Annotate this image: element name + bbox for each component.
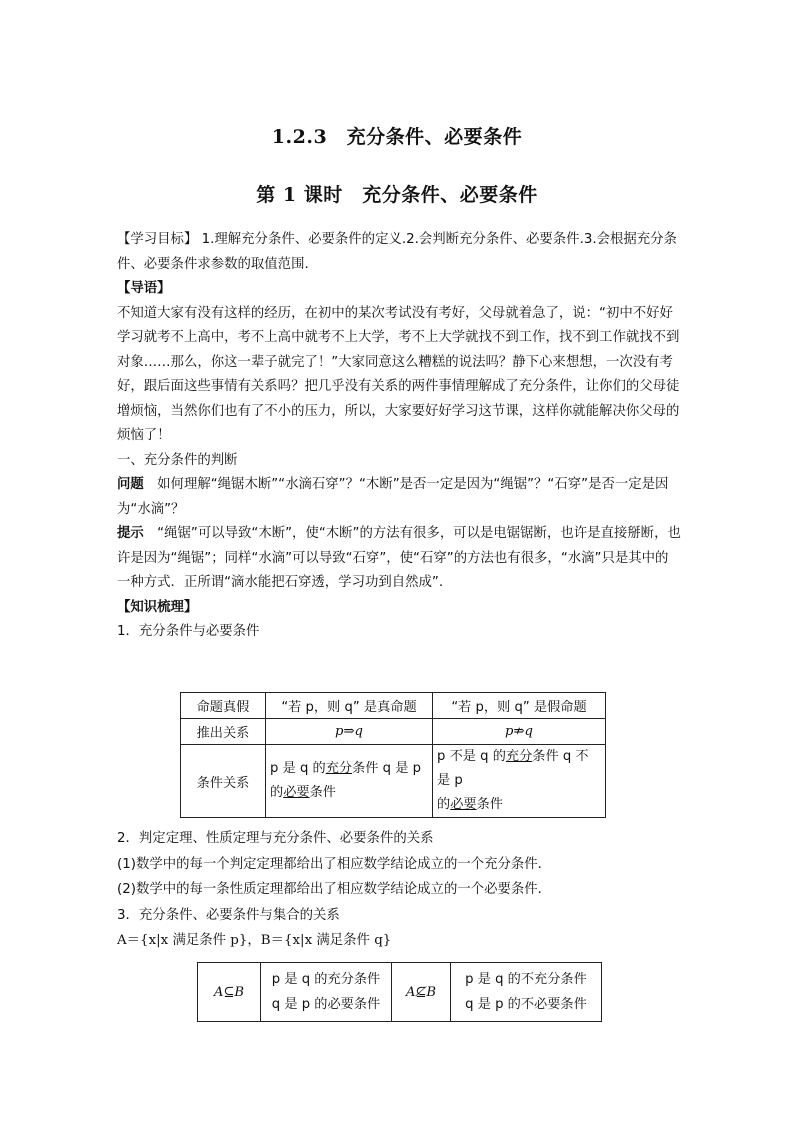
point2-heading: 2．判定定理、性质定理与充分条件、必要条件的关系 (117, 831, 434, 846)
point3-heading: 3．充分条件、必要条件与集合的关系 (117, 907, 340, 923)
text-fragment: 条件 q 不是 p (437, 749, 589, 788)
text-fragment: 条件 (476, 797, 503, 812)
text-line: q 是 p 的不必要条件 (465, 997, 587, 1012)
objectives-text: 1.理解充分条件、必要条件的定义.2.会判断充分条件、必要条件.3.会根据充分条件、必要条件求参数的取值范围. (117, 232, 677, 272)
question-label: 问题 (117, 477, 144, 492)
theorem-section (117, 826, 687, 954)
condition-table (180, 692, 606, 818)
table1-cell-not-sufficient (433, 745, 606, 818)
knowledge-label: 【知识梳理】 (117, 599, 198, 615)
text-line: q 是 p 的必要条件 (271, 997, 381, 1012)
lesson-subtitle: 第 1 课时 充分条件、必要条件 (256, 184, 538, 206)
text-fragment: p 不是 q 的 (437, 749, 506, 764)
table1-cell-false-header: “若 p，则 q” 是假命题 (433, 693, 606, 719)
point1-heading: 1．充分条件与必要条件 (117, 624, 260, 639)
table1-cell-header-label: 命题真假 (181, 693, 266, 719)
text-fragment: 条件 (309, 785, 336, 800)
question-text: 如何理解“绳锯木断”“水滴石穿”？“木断”是否一定是因为“绳锯”？“石穿”是否一定是因为“水滴”？ (117, 477, 669, 517)
table1-cell-not-implies: p⇏q (433, 719, 606, 745)
objectives-paragraph (117, 228, 681, 277)
table1-cell-sufficient (266, 745, 433, 818)
hint-label: 提示 (117, 526, 144, 541)
table2-cell-subset: A⊆B (198, 963, 261, 1022)
table2-cell-subset-meaning (261, 963, 392, 1022)
underlined-term-necessary: 必要 (450, 797, 477, 812)
underlined-term-sufficient: 充分 (325, 761, 353, 776)
question-paragraph (117, 473, 681, 522)
text-line: p 是 q 的不充分条件 (465, 972, 587, 987)
objectives-label: 【学习目标】 (117, 232, 198, 247)
point2-item-2: (2)数学中的每一条性质定理都给出了相应数学结论成立的一个必要条件． (117, 882, 552, 897)
underlined-term-sufficient: 充分 (505, 749, 533, 764)
underlined-term-necessary: 必要 (283, 785, 310, 800)
sets-definition: A＝{x|x 满足条件 p}，B＝{x|x 满足条件 q} (117, 933, 392, 948)
table1-cell-relation-label: 条件关系 (181, 745, 266, 818)
table1-cell-implies: p⇒q (266, 719, 433, 745)
table1-cell-implication-label: 推出关系 (181, 719, 266, 745)
text-fragment: 条件 q 是 p (352, 761, 421, 776)
table1-cell-true-header: “若 p，则 q” 是真命题 (266, 693, 433, 719)
text-fragment: p 是 q 的 (270, 761, 326, 776)
table2-cell-not-subset: A⊈B (392, 963, 451, 1022)
text-fragment: 的 (437, 797, 451, 812)
intro-label: 【导语】 (117, 281, 171, 296)
table2-cell-not-subset-meaning (451, 963, 602, 1022)
intro-paragraph: 不知道大家有没有这样的经历，在初中的某次考试没有考好，父母就着急了，说：“初中不好好学习就考不上高中，考不上高中就考不上大学，考不上大学就找不到工作，找不到工作就找不到对象……那么，你这一辈子就完了！”大家同意这么糟糕的说法吗？静下心来想想，一次没有考好，跟后面这些事情有关系吗？把几乎没有关系的两件事情理解成了充分条件，让你们的父母徒增烦恼，当然你们也有了不小的压力，所以，大家要好好学习这节课，这样你就能解决你父母的烦恼了！ (117, 305, 680, 443)
point2-item-1: (1)数学中的每一个判定定理都给出了相应数学结论成立的一个充分条件． (117, 856, 552, 872)
main-text (117, 228, 681, 645)
hint-text: “绳锯”可以导致“木断”，使“木断”的方法有很多，可以是电锯锯断，也许是直接掰断，也许是因为“绳锯”；同样“水滴”可以导致“石穿”，使“石穿”的方法也有很多，“水滴”只是其中的一种方式．正所谓“滴水能把石穿透，学习功到自然成”. (117, 526, 681, 590)
set-relation-table (197, 962, 602, 1022)
hint-paragraph (117, 522, 681, 596)
text-line: p 是 q 的充分条件 (271, 972, 381, 987)
lesson-title: 1.2.3 充分条件、必要条件 (271, 126, 523, 148)
text-fragment: 的 (270, 785, 284, 800)
section1-heading: 一、充分条件的判断 (117, 452, 238, 468)
